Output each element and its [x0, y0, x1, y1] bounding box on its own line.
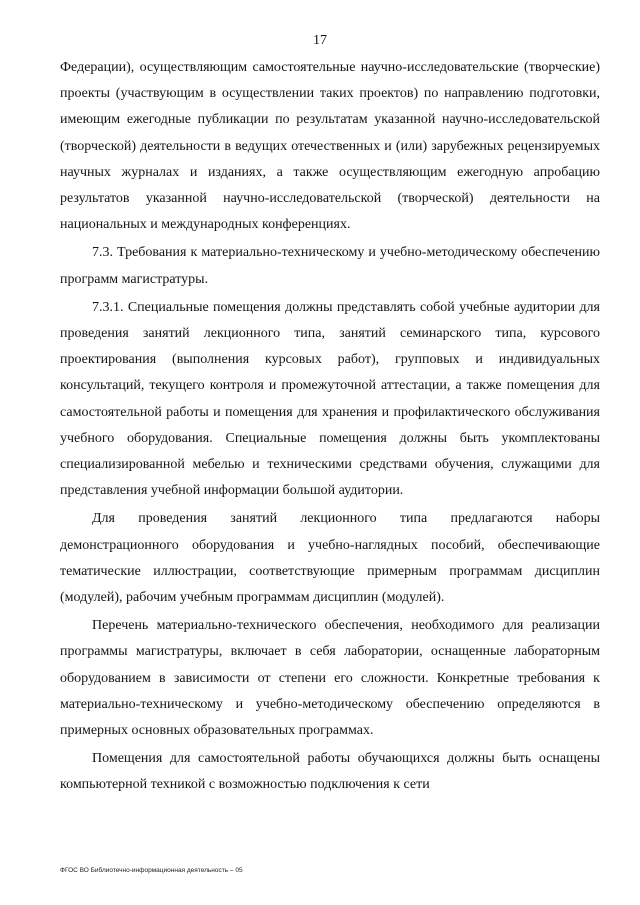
paragraph-section-7-3-1: 7.3.1. Специальные помещения должны представлять собой учебные аудитории для проведения занятий лекционного типа, занятий семинарского типа, курсового проектирования (выполнения курсовых работ), групповых и индивидуальных консультаций, текущего контроля и промежуточной аттестации, а также помещения для самостоятельной работы и помещения для хранения и профилактического обслуживания учебного оборудования. Специальные помещения должны быть укомплектованы специализированной мебелью и техническими средствами обучения, служащими для представления учебной информации большой аудитории.: [60, 299, 600, 499]
body-text: [60, 55, 600, 799]
paragraph-self-study-rooms: Помещения для самостоятельной работы обучающихся должны быть оснащены компьютерной техникой с возможностью подключения к сети: [60, 751, 600, 793]
page-footer: ФГОС ВО Библиотечно-информационная деятельность – 05: [60, 867, 243, 874]
paragraph-continuation: Федерации), осуществляющим самостоятельные научно-исследовательские (творческие) проекты (участвующим в осуществлении таких проектов) по направлению подготовки, имеющим ежегодные публикации по результатам указанной научно-исследовательской (творческой) деятельности в ведущих отечественных и (или) зарубежных рецензируемых научных журналах и изданиях, а также осуществляющим ежегодную апробацию результатов указанной научно-исследовательской (творческой) деятельности на национальных и международных конференциях.: [60, 60, 600, 233]
paragraph-lecture-equipment: Для проведения занятий лекционного типа предлагаются наборы демонстрационного оборудования и учебно-наглядных пособий, обеспечивающие тематические иллюстрации, соответствующие примерным программам дисциплин (модулей), рабочим учебным программам дисциплин (модулей).: [60, 511, 600, 606]
page-number: 17: [313, 33, 327, 48]
paragraph-material-list: Перечень материально-технического обеспечения, необходимого для реализации программы магистратуры, включает в себя лаборатории, оснащенные лабораторным оборудованием в зависимости от степени его сложности. Конкретные требования к материально-техническому и учебно-методическому обеспечению определяются в примерных основных образовательных программах.: [60, 618, 600, 739]
paragraph-section-7-3: 7.3. Требования к материально-техническому и учебно-методическому обеспечению программ магистратуры.: [60, 245, 600, 287]
